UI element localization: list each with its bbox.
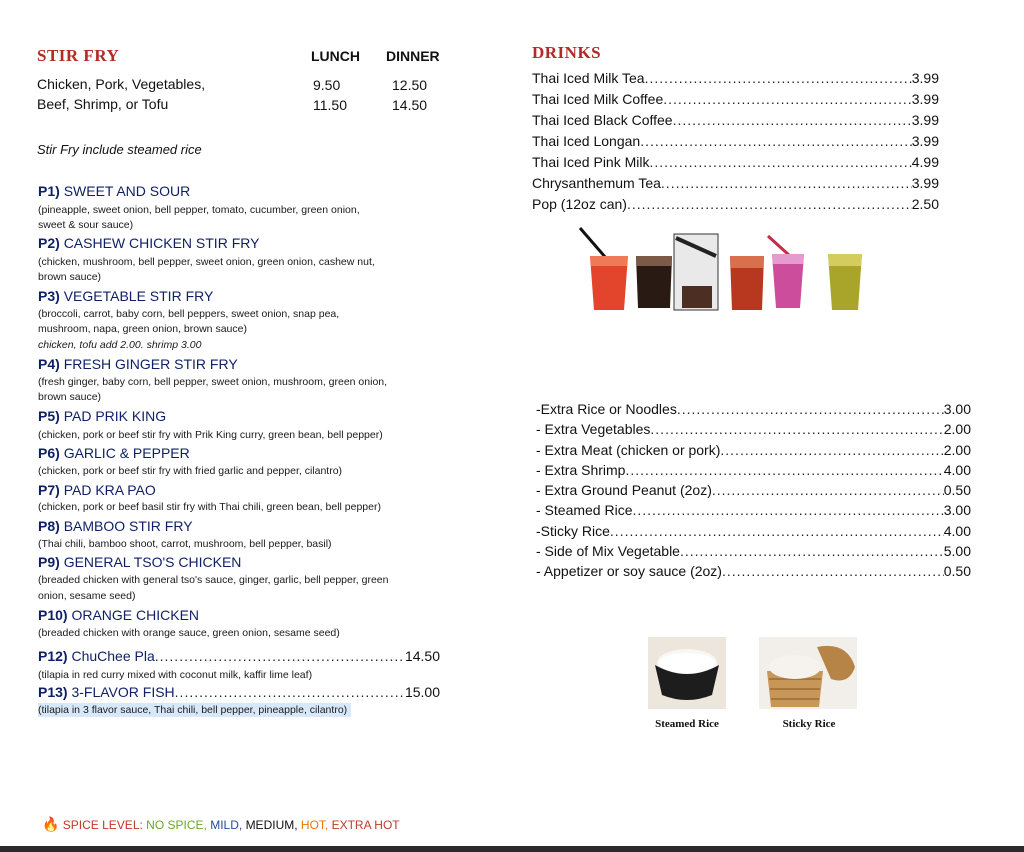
extra-price: 4.00: [943, 522, 971, 539]
dot-leader: [627, 196, 912, 212]
drink-item: [532, 154, 939, 175]
menu-item-priced: [38, 648, 440, 664]
drinks-title: DRINKS: [532, 43, 602, 62]
menu-item-title: [38, 482, 156, 498]
extra-name: - Extra Meat (chicken or pork): [536, 441, 721, 458]
item-name: PAD KRA PAO: [63, 482, 156, 498]
fire-icon: 🔥: [42, 816, 60, 832]
item-desc: (fresh ginger, baby corn, bell pepper, sweet onion, mushroom, green onion,: [38, 376, 388, 388]
item-desc: (broccoli, carrot, baby corn, bell peppers, sweet onion, snap pea,: [38, 308, 340, 320]
dot-leader: [610, 523, 944, 539]
drink-name: Thai Iced Milk Tea: [532, 70, 645, 86]
bottom-edge: [0, 846, 1024, 852]
extra-item: [536, 482, 971, 502]
menu-item-title: [38, 183, 190, 199]
item-code: P12): [38, 648, 68, 664]
menu-item-priced: [38, 684, 440, 700]
extra-item: [536, 563, 971, 583]
drink-price: 3.99: [911, 133, 939, 149]
spice-no-spice: NO SPICE,: [146, 818, 207, 832]
drink-name: Thai Iced Pink Milk: [532, 154, 650, 170]
extra-name: - Extra Vegetables: [536, 421, 651, 438]
extra-item: [536, 421, 971, 441]
item-extra-note: chicken, tofu add 2.00. shrimp 3.00: [38, 339, 202, 351]
drink-price: 4.99: [911, 154, 939, 170]
black-coffee-glass-icon: [674, 234, 718, 310]
drinks-illustration: [578, 226, 868, 314]
dot-leader: [650, 421, 943, 437]
drink-name: Thai Iced Black Coffee: [532, 112, 673, 128]
item-name: SWEET AND SOUR: [63, 183, 191, 199]
dot-leader: [632, 502, 943, 518]
extra-name: - Extra Shrimp: [536, 461, 626, 478]
item-code: P13): [38, 684, 68, 700]
item-desc: (tilapia in red curry mixed with coconut milk, kaffir lime leaf): [38, 669, 313, 681]
drinks-list: [532, 70, 939, 217]
dot-leader: [645, 70, 912, 86]
extra-price: 2.00: [943, 421, 971, 438]
extra-price: 3.00: [943, 401, 971, 417]
item-code: P2): [38, 235, 60, 251]
price-row-dinner: 12.50: [392, 77, 428, 93]
dot-leader: [720, 442, 943, 458]
dot-leader: [175, 684, 405, 700]
drink-price: 3.99: [911, 175, 939, 191]
item-desc: (chicken, pork or beef stir fry with Prik King curry, green bean, bell pepper): [38, 429, 383, 441]
steamed-rice-caption: Steamed Rice: [655, 718, 719, 730]
menu-item-title: [38, 445, 190, 461]
drink-item: [532, 196, 939, 217]
dot-leader: [649, 154, 911, 170]
item-desc: (chicken, mushroom, bell pepper, sweet onion, green onion, cashew nut,: [38, 256, 375, 268]
dot-leader: [712, 482, 944, 498]
extra-price: 0.50: [943, 563, 971, 580]
drink-price: 3.99: [911, 91, 939, 107]
drink-name: Chrysanthemum Tea: [532, 175, 661, 191]
item-code: P4): [38, 356, 60, 372]
item-name: ChuChee Pla: [71, 648, 155, 664]
steamed-rice-image: [648, 637, 726, 709]
longan-glass-icon: [730, 256, 764, 310]
item-desc: (breaded chicken with general tso's sauce, ginger, garlic, bell pepper, green: [38, 574, 389, 586]
extra-price: 0.50: [943, 482, 971, 499]
extra-name: -Extra Rice or Noodles: [536, 401, 677, 417]
stir-fry-note: Stir Fry include steamed rice: [37, 142, 202, 157]
extra-item: [536, 543, 971, 563]
item-name: 3-FLAVOR FISH: [71, 684, 175, 700]
item-name: VEGETABLE STIR FRY: [63, 288, 214, 304]
price-row-label: Beef, Shrimp, or Tofu: [37, 96, 169, 112]
drink-item: [532, 133, 939, 154]
item-desc: (pineapple, sweet onion, bell pepper, tomato, cucumber, green onion,: [38, 204, 360, 216]
extra-price: 2.00: [943, 441, 971, 458]
spice-extra-hot: EXTRA HOT: [331, 818, 400, 832]
item-desc: (chicken, pork or beef stir fry with fried garlic and pepper, cilantro): [38, 465, 343, 477]
drink-item: [532, 70, 939, 91]
extra-item: [536, 442, 971, 462]
drink-price: 3.99: [911, 112, 939, 128]
pink-milk-glass-icon: [768, 236, 804, 308]
item-code: P9): [38, 554, 60, 570]
item-code: P5): [38, 408, 60, 424]
extra-item: [536, 401, 971, 421]
dot-leader: [661, 175, 912, 191]
item-name: PAD PRIK KING: [63, 408, 167, 424]
item-name: GENERAL TSO'S CHICKEN: [63, 554, 242, 570]
dot-leader: [680, 543, 944, 559]
item-desc: (chicken, pork or beef basil stir fry with Thai chili, green bean, bell pepper): [38, 501, 381, 513]
drink-name: Thai Iced Milk Coffee: [532, 91, 664, 107]
item-code: P1): [38, 183, 60, 199]
menu-item-title: [38, 607, 199, 623]
drink-name: Thai Iced Longan: [532, 133, 641, 149]
item-price: 14.50: [404, 648, 440, 664]
item-desc: onion, sesame seed): [38, 590, 136, 602]
stir-fry-title: STIR FRY: [37, 46, 120, 65]
spice-hot: HOT,: [300, 818, 329, 832]
item-name: CASHEW CHICKEN STIR FRY: [63, 235, 260, 251]
item-desc: (breaded chicken with orange sauce, green onion, sesame seed): [38, 627, 340, 639]
dinner-header: DINNER: [386, 48, 440, 64]
item-name: BAMBOO STIR FRY: [63, 518, 193, 534]
drink-item: [532, 91, 939, 112]
item-code: P8): [38, 518, 60, 534]
extras-list: [536, 401, 971, 584]
dot-leader: [155, 648, 405, 664]
extra-price: 4.00: [943, 461, 971, 478]
menu-item-title: [38, 518, 193, 534]
sticky-rice-caption: Sticky Rice: [782, 718, 836, 730]
drink-name: Pop (12oz can): [532, 196, 627, 212]
drink-item: [532, 175, 939, 196]
spice-level-legend: [42, 816, 400, 833]
spice-medium: MEDIUM,: [245, 818, 298, 832]
lunch-header: LUNCH: [311, 48, 360, 64]
item-name: FRESH GINGER STIR FRY: [63, 356, 238, 372]
extra-item: [536, 523, 971, 543]
drink-price: 3.99: [911, 70, 939, 86]
extra-name: - Steamed Rice: [536, 502, 633, 519]
extra-price: 3.00: [943, 502, 971, 519]
price-row-label: Chicken, Pork, Vegetables,: [37, 76, 206, 92]
price-row-lunch: 11.50: [313, 97, 347, 113]
item-desc: (tilapia in 3 flavor sauce, Thai chili, bell pepper, pineapple, cilantro): [38, 703, 351, 717]
item-desc: (Thai chili, bamboo shoot, carrot, mushroom, bell pepper, basil): [38, 538, 332, 550]
item-desc: brown sauce): [38, 271, 102, 283]
item-price: 15.00: [404, 684, 440, 700]
item-code: P3): [38, 288, 60, 304]
item-name: GARLIC & PEPPER: [63, 445, 190, 461]
spice-mild: MILD,: [210, 818, 243, 832]
menu-item-title: [38, 235, 259, 251]
extra-price: 5.00: [943, 543, 971, 560]
menu-item-title: [38, 288, 213, 304]
extra-item: [536, 502, 971, 522]
item-code: P7): [38, 482, 60, 498]
menu-item-title: [38, 554, 241, 570]
drink-item: [532, 112, 939, 133]
chrysanthemum-tea-glass-icon: [828, 254, 862, 310]
drink-price: 2.50: [911, 196, 939, 212]
extra-name: - Extra Ground Peanut (2oz): [536, 482, 712, 499]
dot-leader: [640, 133, 912, 149]
extra-item: [536, 462, 971, 482]
price-row-dinner: 14.50: [392, 97, 428, 113]
price-row-lunch: 9.50: [313, 77, 341, 93]
item-code: P10): [38, 607, 68, 623]
extra-name: - Side of Mix Vegetable: [536, 543, 680, 560]
iced-coffee-glass-icon: [636, 256, 672, 308]
extra-name: -Sticky Rice: [536, 522, 610, 539]
thai-tea-glass-icon: [580, 228, 628, 310]
item-desc: sweet & sour sauce): [38, 219, 134, 231]
menu-item-title: [38, 356, 238, 372]
item-code: P6): [38, 445, 60, 461]
dot-leader: [677, 401, 944, 417]
dot-leader: [663, 91, 912, 107]
dot-leader: [722, 563, 944, 579]
dot-leader: [625, 462, 943, 478]
sticky-rice-image: [759, 637, 857, 709]
item-desc: mushroom, napa, green onion, brown sauce): [38, 323, 247, 335]
item-name: ORANGE CHICKEN: [71, 607, 200, 623]
dot-leader: [673, 112, 912, 128]
extra-name: - Appetizer or soy sauce (2oz): [536, 563, 722, 580]
item-desc: brown sauce): [38, 391, 102, 403]
spice-label: SPICE LEVEL:: [62, 818, 143, 832]
menu-item-title: [38, 408, 166, 424]
